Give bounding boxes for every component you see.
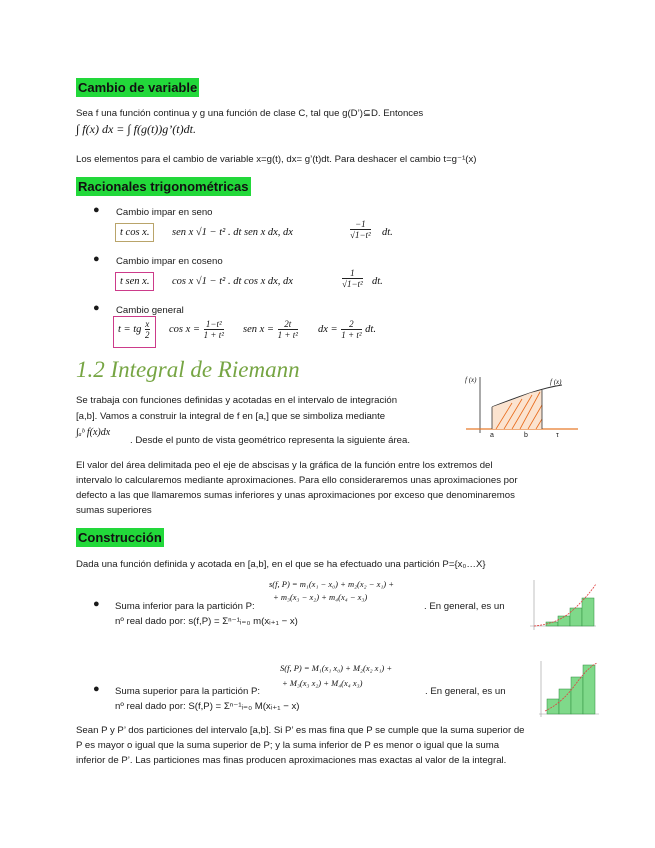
fraction-denominator: 1 + t² xyxy=(341,330,362,340)
cos-expression xyxy=(169,319,225,340)
final-para-line: P es mayor o igual que la suma superior de P; y la suma inferior de P es menor o igual que la suma xyxy=(76,740,500,751)
boxed-substitution: t cos x. xyxy=(115,223,154,242)
final-para-line: inferior de P’. Las particiones mas finas producen aproximaciones mas exactas al valor de la integral. xyxy=(76,755,507,766)
riemann-para-line: El valor del área delimitada peo el eje de abscisas y la gráfica de la función entre los extremos del xyxy=(76,460,493,471)
area-graph-svg xyxy=(462,373,580,443)
dx-expression xyxy=(318,319,376,340)
formula-body: sen x √1 − t² . dt sen x dx, dx xyxy=(172,227,293,238)
item-label: Cambio general xyxy=(116,305,184,316)
final-para-line: Sean P y P’ dos particiones del intervalo [a,b]. Si P’ es mas fina que P se cumple que la suma superior de xyxy=(76,725,525,736)
formula-line: S(f, P) = M₁(x₁ x₀) + M₂(x₂ x₁) + xyxy=(280,663,393,673)
formula-suma-inferior xyxy=(269,578,394,604)
suma-superior-definition: nº real dado por: S(f,P) = Σⁿ⁻¹ᵢ₌₀ M(xᵢ₊₁ − x) xyxy=(115,701,300,712)
boxed-substitution: t sen x. xyxy=(115,272,154,291)
formula-line: s(f, P) = m₁(x₁ − x₀) + m₂(x₂ − x₁) + xyxy=(269,579,394,589)
item-label: Cambio impar en coseno xyxy=(116,256,223,267)
fraction-numerator: −1 xyxy=(355,219,366,229)
suma-inferior-label: Suma inferior para la partición P: xyxy=(115,601,255,612)
graph-label-fx-axis: f (x) xyxy=(465,376,477,384)
fraction xyxy=(278,319,298,340)
heading-cambio-variable: Cambio de variable xyxy=(78,80,198,95)
formula-suma-superior xyxy=(280,661,392,691)
formula-impar-seno xyxy=(115,219,393,248)
bullet-icon: ● xyxy=(93,253,100,265)
fraction-denominator: 1 + t² xyxy=(203,330,224,340)
suma-superior-label: Suma superior para la partición P: xyxy=(115,686,261,697)
suma-inferior-definition: nº real dado por: s(f,P) = Σⁿ⁻¹ᵢ₌₀ m(xᵢ₊₁ − x) xyxy=(115,616,298,627)
riemann-para-line: sumas superiores xyxy=(76,505,152,516)
fraction xyxy=(145,319,150,340)
dx-prefix: dx = xyxy=(318,324,338,335)
cos-prefix: cos x = xyxy=(169,324,200,335)
bullet-icon: ● xyxy=(93,204,100,216)
boxed-substitution xyxy=(113,316,156,348)
cambio-formula: ∫ f(x) dx = ∫ f(g(t))g’(t)dt. xyxy=(76,122,196,136)
item-label: Cambio impar en seno xyxy=(116,207,213,218)
boxed-prefix: t = tg xyxy=(118,324,142,335)
fraction-numerator: 1−t² xyxy=(205,319,222,329)
formula-impar-coseno xyxy=(115,268,392,297)
fraction-numerator: 1 xyxy=(350,268,355,278)
fraction xyxy=(350,219,371,240)
fraction-numerator: x xyxy=(145,319,150,329)
graph-label-fx-curve: f (x) xyxy=(550,378,562,386)
riemann-text-2: [a,b]. Vamos a construir la integral de f en [a,] que se simboliza mediante xyxy=(76,411,386,422)
area-graph xyxy=(462,373,580,443)
formula-tail: dt. xyxy=(382,227,393,238)
bullet-icon: ● xyxy=(93,598,100,610)
heading-racionales: Racionales trigonométricas xyxy=(78,179,249,194)
fraction xyxy=(342,268,363,289)
lower-sum-graph-svg xyxy=(528,578,598,632)
fraction xyxy=(204,319,224,340)
lower-sum-graph xyxy=(528,578,598,632)
fraction-denominator: 1 + t² xyxy=(277,330,298,340)
fraction-numerator: 2t xyxy=(284,319,292,329)
heading-construccion: Construcción xyxy=(78,530,162,545)
fraction xyxy=(341,319,361,340)
section-title-riemann: 1.2 Integral de Riemann xyxy=(76,357,300,382)
graph-label-a: a xyxy=(490,432,494,439)
fraction-numerator: 2 xyxy=(349,319,354,329)
fraction-denominator: 2 xyxy=(145,330,150,340)
formula-tail: dt. xyxy=(372,276,383,287)
sen-prefix: sen x = xyxy=(243,324,274,335)
bullet-icon: ● xyxy=(93,302,100,314)
sen-expression xyxy=(243,319,299,340)
cambio-text-2: Los elementos para el cambio de variable x=g(t), dx= g’(t)dt. Para deshacer el cambio t=g⁻¹(x) xyxy=(76,154,477,165)
riemann-text-1: Se trabaja con funciones definidas y acotadas en el intervalo de integración xyxy=(76,395,398,406)
construccion-intro: Dada una función definida y acotada en [a,b], en el que se ha efectuado una partición P={x₀…X} xyxy=(76,559,486,570)
graph-label-b: b xyxy=(524,432,528,439)
suma-superior-tail: . En general, es un xyxy=(425,686,506,697)
suma-inferior-tail: . En general, es un xyxy=(424,601,505,612)
graph-label-tau: τ xyxy=(556,432,559,439)
bullet-icon: ● xyxy=(93,683,100,695)
cambio-text-1: Sea f una función continua y g una función de clase C, tal que g(D’)⊆D. Entonces xyxy=(76,108,424,119)
upper-sum-graph xyxy=(537,659,601,719)
formula-line: + M₃(x₃ x₂) + M₄(x₄ x₃) xyxy=(282,678,363,688)
formula-body: cos x √1 − t² . dt cos x dx, dx xyxy=(172,276,293,287)
formula-cambio-general xyxy=(113,316,393,348)
fraction-denominator: √1−t² xyxy=(342,279,363,289)
formula-tail: dt. xyxy=(365,324,376,335)
fraction-denominator: √1−t² xyxy=(350,230,371,240)
upper-sum-graph-svg xyxy=(537,659,601,719)
riemann-para-line: defecto a las que llamaremos sumas inferiores y unas aproximaciones por exceso que denominaremos xyxy=(76,490,515,501)
riemann-integral: ∫ₐᵇ f(x)dx xyxy=(76,427,111,438)
formula-line: + m₃(x₃ − x₂) + m₄(x₄ − x₃) xyxy=(273,592,368,602)
riemann-text-3: . Desde el punto de vista geométrico representa la siguiente área. xyxy=(130,435,410,446)
riemann-para-line: intervalo lo calcularemos mediante aproximaciones. Para ello consideraremos unas aproximaciones por xyxy=(76,475,518,486)
